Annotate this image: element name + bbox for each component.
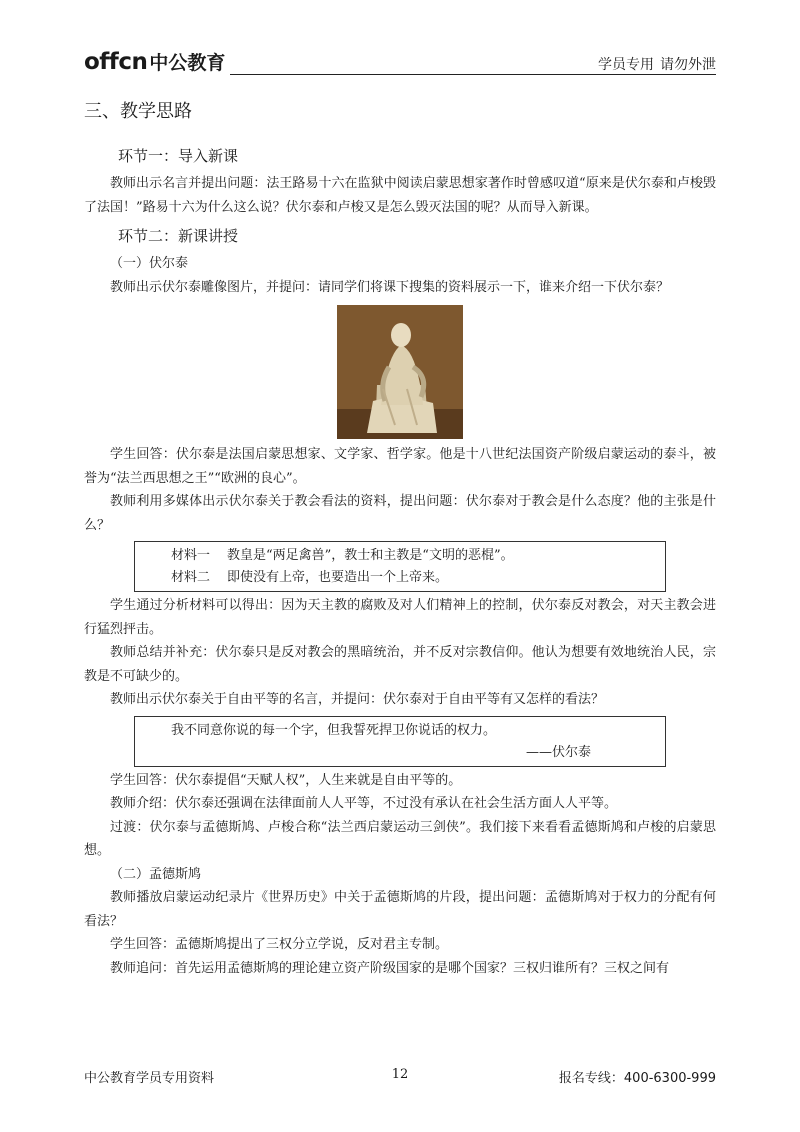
material-text: 教皇是“两足禽兽”，教士和主教是“文明的恶棍”。 bbox=[227, 548, 514, 563]
paragraph-student-answer-1: 学生回答：伏尔泰是法国启蒙思想家、文学家、哲学家。他是十八世纪法国资产阶级启蒙运动的泰斗，被誉为“法兰西思想之王”“欧洲的良心”。 bbox=[84, 447, 716, 486]
material-text: 即使没有上帝，也要造出一个上帝来。 bbox=[227, 570, 449, 585]
header-rule bbox=[230, 74, 716, 75]
paragraph-followup: 教师追问：首先运用孟德斯鸠的理论建立资产阶级国家的是哪个国家？三权归谁所有？三权之间有 bbox=[110, 960, 670, 976]
material-label: 材料一 bbox=[171, 548, 211, 563]
paragraph-film: 教师播放启蒙运动纪录片《世界历史》中关于孟德斯鸠的片段，提出问题：孟德斯鸠对于权力的分配有何看法？ bbox=[84, 890, 716, 929]
header-notice bbox=[598, 54, 716, 74]
logo-cn: 中公教育 bbox=[149, 52, 226, 74]
materials-box bbox=[134, 541, 666, 592]
statue-illustration bbox=[337, 305, 463, 439]
paragraph-transition: 过渡：伏尔泰与孟德斯鸠、卢梭合称“法兰西启蒙运动三剑侠”。我们接下来看看孟德斯鸠和卢梭的启蒙思想。 bbox=[84, 819, 716, 858]
paragraph-student-answer-3: 学生回答：孟德斯鸠提出了三权分立学说，反对君主专制。 bbox=[110, 937, 449, 952]
page-number: 12 bbox=[391, 1067, 409, 1082]
quote-text: 我不同意你说的每一个字，但我誓死捍卫你说话的权力。 bbox=[171, 722, 497, 738]
subhead-voltaire: （一）伏尔泰 bbox=[110, 256, 189, 271]
page-header bbox=[84, 44, 716, 78]
page-footer bbox=[84, 1067, 716, 1087]
section-title: 三、教学思路 bbox=[84, 101, 192, 122]
voltaire-statue-image bbox=[337, 305, 463, 439]
step1-title: 环节一：导入新课 bbox=[118, 147, 239, 165]
material-row bbox=[135, 545, 665, 567]
subhead-montesquieu: （二）孟德斯鸠 bbox=[110, 866, 202, 882]
footer-hotline: 报名专线：400-6300-999 bbox=[558, 1071, 716, 1086]
quote-author: ——伏尔泰 bbox=[525, 744, 591, 760]
paragraph-analysis: 学生通过分析材料可以得出：因为天主教的腐败及对人们精神上的控制，伏尔泰反对教会，对天主教会进行猛烈抨击。 bbox=[84, 598, 716, 637]
paragraph-summary: 教师总结并补充：伏尔泰只是反对教会的黑暗统治，并不反对宗教信仰。他认为想要有效地统治人民，宗教是不可缺少的。 bbox=[84, 645, 716, 684]
paragraph-media-question: 教师利用多媒体出示伏尔泰关于教会看法的资料，提出问题：伏尔泰对于教会是什么态度？他的主张是什么？ bbox=[84, 494, 716, 533]
material-row bbox=[135, 567, 665, 589]
paragraph-teacher-intro: 教师介绍：伏尔泰还强调在法律面前人人平等，不过没有承认在社会生活方面人人平等。 bbox=[110, 796, 618, 811]
offcn-logo bbox=[84, 48, 225, 75]
logo-latin: offcn bbox=[84, 49, 148, 75]
quote-box bbox=[134, 716, 666, 767]
page-content bbox=[84, 97, 716, 980]
header-notice-1: 学员专用 bbox=[598, 57, 654, 73]
footer-left: 中公教育学员专用资料 bbox=[84, 1071, 215, 1086]
step2-title: 环节二：新课讲授 bbox=[118, 227, 239, 245]
paragraph-quote-intro: 教师出示伏尔泰关于自由平等的名言，并提问：伏尔泰对于自由平等有又怎样的看法？ bbox=[110, 692, 605, 707]
step1-paragraph: 教师出示名言并提出问题：法王路易十六在监狱中阅读启蒙思想家著作时曾感叹道“原来是伏尔泰和卢梭毁了法国！”路易十六为什么这么说？伏尔泰和卢梭又是怎么毁灭法国的呢？从而导入新课。 bbox=[84, 176, 716, 215]
header-notice-2: 请勿外泄 bbox=[660, 57, 716, 73]
paragraph-intro: 教师出示伏尔泰雕像图片，并提问：请同学们将课下搜集的资料展示一下，谁来介绍一下伏尔泰？ bbox=[110, 279, 670, 295]
material-label: 材料二 bbox=[171, 570, 211, 585]
paragraph-student-answer-2: 学生回答：伏尔泰提倡“天赋人权”，人生来就是自由平等的。 bbox=[110, 772, 462, 788]
